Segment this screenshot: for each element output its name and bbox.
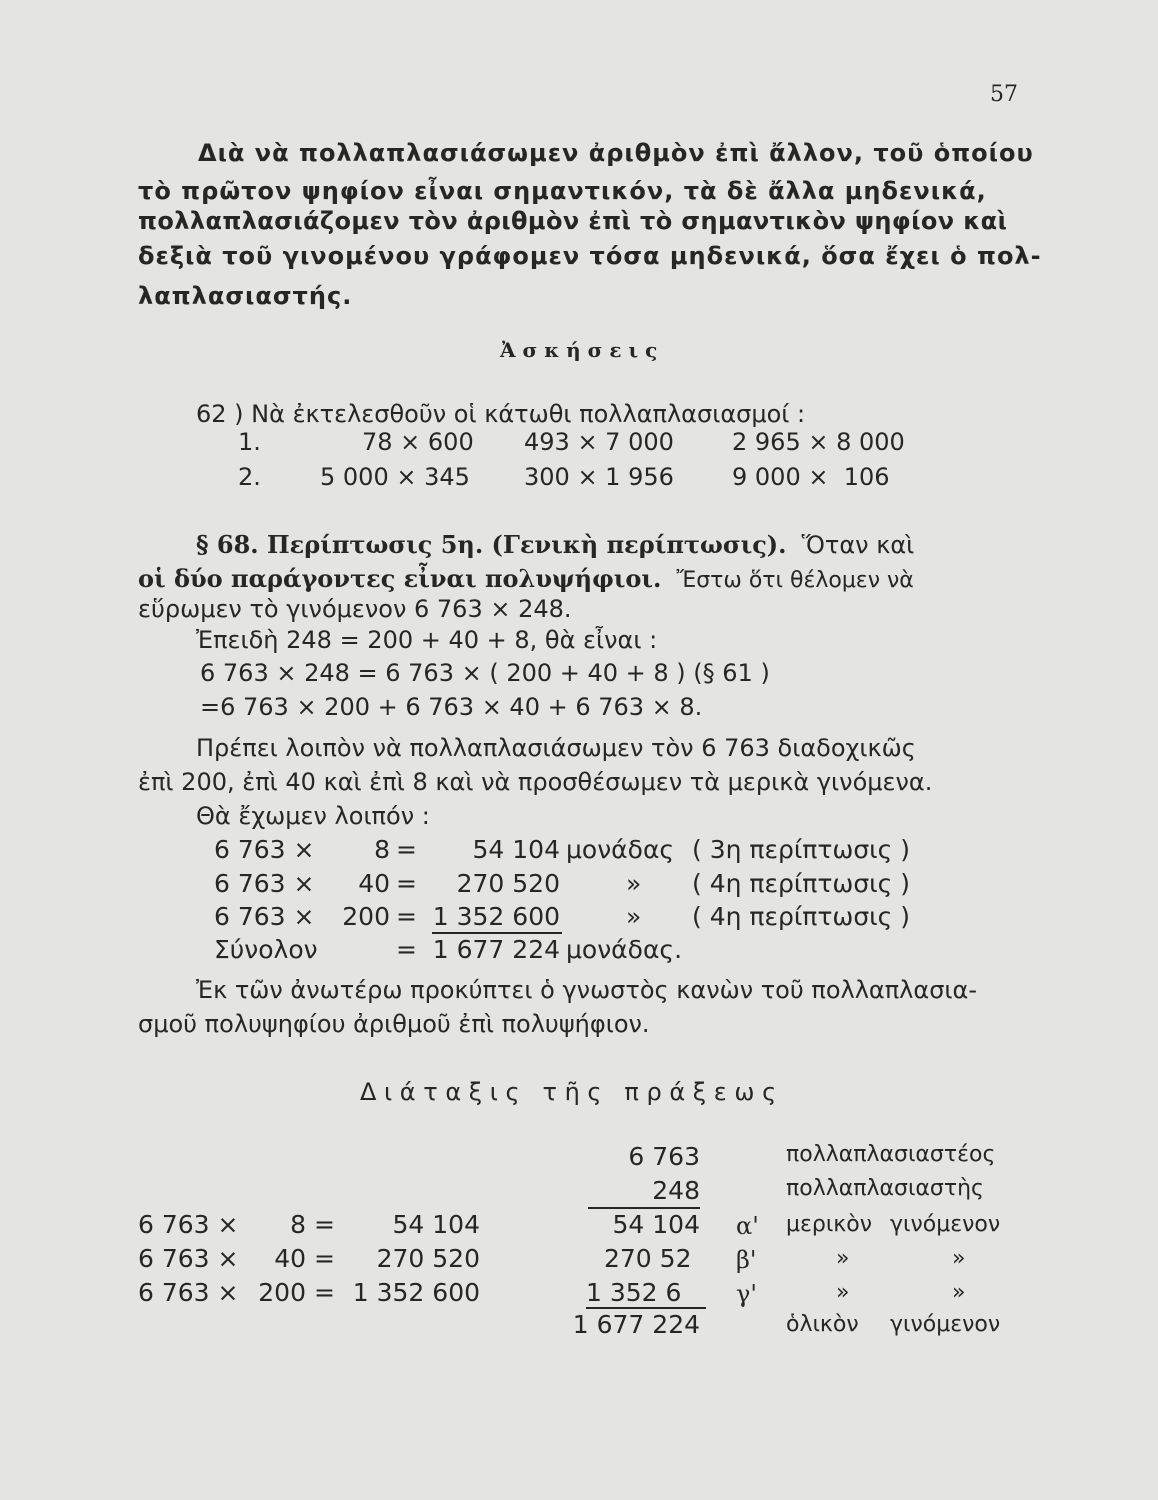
section-text: Ἔστω ὅτι θέλομεν νὰ — [676, 568, 914, 593]
partial-unit: » — [626, 869, 642, 898]
section-bold-text: οἱ δύο παράγοντες εἶναι πολυψήφιοι. — [138, 564, 662, 593]
partial-label: » — [836, 1246, 850, 1271]
total-label: Σύνολον — [214, 935, 318, 964]
layout-lhs: 6 763 × — [138, 1244, 239, 1273]
multiplicand-label: πολλαπλασιαστέος — [786, 1142, 996, 1167]
layout-eq: = — [314, 1244, 335, 1273]
rule-line: Διὰ νὰ πολλαπλασιάσωμεν ἀριθμὸν ἐπὶ ἄλλον, τοῦ ὁποίου — [198, 139, 1034, 167]
multiplicand: 6 763 — [628, 1142, 700, 1171]
layout-lhs: 6 763 × — [138, 1210, 239, 1239]
layout-value: 270 520 — [376, 1244, 480, 1273]
partial-eq: = — [396, 835, 417, 864]
exercise-number: 2. — [238, 463, 261, 491]
exercise-number: 1. — [238, 428, 261, 456]
total-product: 1 677 224 — [572, 1310, 700, 1339]
exercise-instruction: 62 ) Νὰ ἐκτελεσθοῦν οἱ κάτωθι πολλαπλασιασμοί : — [196, 400, 806, 428]
layout-eq: = — [314, 1278, 335, 1307]
partial-product: 270 52 — [604, 1244, 692, 1273]
partial-note: ( 3η περίπτωσις ) — [692, 835, 911, 864]
result-label: γινόμενον — [890, 1312, 1001, 1337]
partial-mark: β' — [736, 1246, 757, 1274]
total-unit: μονάδας. — [566, 935, 683, 964]
partial-mark: γ' — [736, 1280, 757, 1308]
partial-lhs: 6 763 × — [214, 902, 315, 931]
partial-value: 270 520 — [456, 869, 560, 898]
section-line: Θὰ ἔχωμεν λοιπόν : — [196, 802, 430, 830]
exercise-item: 78 × 600 — [362, 428, 474, 456]
partial-eq: = — [396, 902, 417, 931]
partial-factor: 40 — [358, 869, 390, 898]
partial-label: γινόμενον — [890, 1212, 1001, 1237]
partial-lhs: 6 763 × — [214, 869, 315, 898]
layout-factor: 200 — [258, 1278, 306, 1307]
multiplier: 248 — [652, 1176, 700, 1205]
sum-rule — [586, 1307, 706, 1309]
layout-lhs: 6 763 × — [138, 1278, 239, 1307]
partial-product: 1 352 6 — [586, 1278, 682, 1307]
section-text: Ὅταν καὶ — [801, 531, 915, 559]
partial-value: 1 352 600 — [432, 902, 560, 931]
exercise-item: 9 000 × 106 — [732, 463, 890, 491]
rule-line: λαπλασιαστής. — [138, 282, 353, 310]
partial-note: ( 4η περίπτωσις ) — [692, 902, 911, 931]
partial-unit: » — [626, 902, 642, 931]
layout-factor: 8 — [290, 1210, 306, 1239]
rule-line: τὸ πρῶτον ψηφίον εἶναι σημαντικόν, τὰ δὲ ἄλλα μηδενικά, — [138, 177, 987, 205]
exercise-item: 493 × 7 000 — [524, 428, 674, 456]
result-label: ὁλικὸν — [786, 1312, 859, 1337]
multiplier-label: πολλαπλασιαστὴς — [786, 1176, 984, 1201]
sum-rule — [432, 932, 562, 934]
layout-eq: = — [314, 1210, 335, 1239]
partial-note: ( 4η περίπτωσις ) — [692, 869, 911, 898]
partial-factor: 200 — [342, 902, 390, 931]
total-value: 1 677 224 — [432, 935, 560, 964]
section-line: εὕρωμεν τὸ γινόμενον 6 763 × 248. — [138, 595, 572, 623]
partial-label: » — [836, 1280, 850, 1305]
conclusion-line: Ἐκ τῶν ἀνωτέρω προκύπτει ὁ γνωστὸς κανὼν τοῦ πολλαπλασια- — [196, 976, 978, 1004]
rule-line: δεξιὰ τοῦ γινομένου γράφομεν τόσα μηδενικά, ὅσα ἔχει ὁ πολ- — [138, 242, 1042, 270]
layout-title: Δ ι ά τ α ξ ι ς τ ῆ ς π ρ ά ξ ε ω ς — [360, 1078, 777, 1106]
partial-label: » — [952, 1280, 966, 1305]
equation: 6 763 × 248 = 6 763 × ( 200 + 40 + 8 ) (§ 61 ) — [200, 659, 770, 687]
partial-mark: α' — [736, 1212, 759, 1240]
section-heading-line — [196, 530, 914, 559]
partial-factor: 8 — [374, 835, 390, 864]
partial-label: » — [952, 1246, 966, 1271]
conclusion-line: σμοῦ πολυψηφίου ἀριθμοῦ ἐπὶ πολυψήφιον. — [138, 1010, 650, 1038]
rule-line: πολλαπλασιάζομεν τὸν ἀριθμὸν ἐπὶ τὸ σημαντικὸν ψηφίον καὶ — [138, 207, 1008, 235]
page-number: 57 — [990, 82, 1018, 107]
exercise-item: 5 000 × 345 — [320, 463, 470, 491]
exercises-heading: Ἀ σ κ ή σ ε ι ς — [500, 338, 658, 362]
layout-value: 1 352 600 — [352, 1278, 480, 1307]
section-line: ἐπὶ 200, ἐπὶ 40 καὶ ἐπὶ 8 καὶ νὰ προσθέσωμεν τὰ μερικὰ γινόμενα. — [138, 768, 933, 796]
multiply-rule — [588, 1207, 700, 1209]
layout-value: 54 104 — [392, 1210, 480, 1239]
exercise-item: 300 × 1 956 — [524, 463, 674, 491]
partial-lhs: 6 763 × — [214, 835, 315, 864]
layout-factor: 40 — [274, 1244, 306, 1273]
partial-label: μερικὸν — [786, 1212, 873, 1237]
section-title: § 68. Περίπτωσις 5η. (Γενικὴ περίπτωσις). — [196, 530, 787, 559]
partial-eq: = — [396, 869, 417, 898]
section-line: Ἐπειδὴ 248 = 200 + 40 + 8, θὰ εἶναι : — [196, 626, 658, 654]
section-line — [138, 564, 914, 593]
equation: =6 763 × 200 + 6 763 × 40 + 6 763 × 8. — [200, 693, 703, 721]
partial-value: 54 104 — [472, 835, 560, 864]
partial-product: 54 104 — [612, 1210, 700, 1239]
section-line: Πρέπει λοιπὸν νὰ πολλαπλασιάσωμεν τὸν 6 763 διαδοχικῶς — [196, 734, 916, 762]
total-eq: = — [396, 935, 417, 964]
exercise-item: 2 965 × 8 000 — [732, 428, 905, 456]
partial-unit: μονάδας — [566, 835, 675, 864]
